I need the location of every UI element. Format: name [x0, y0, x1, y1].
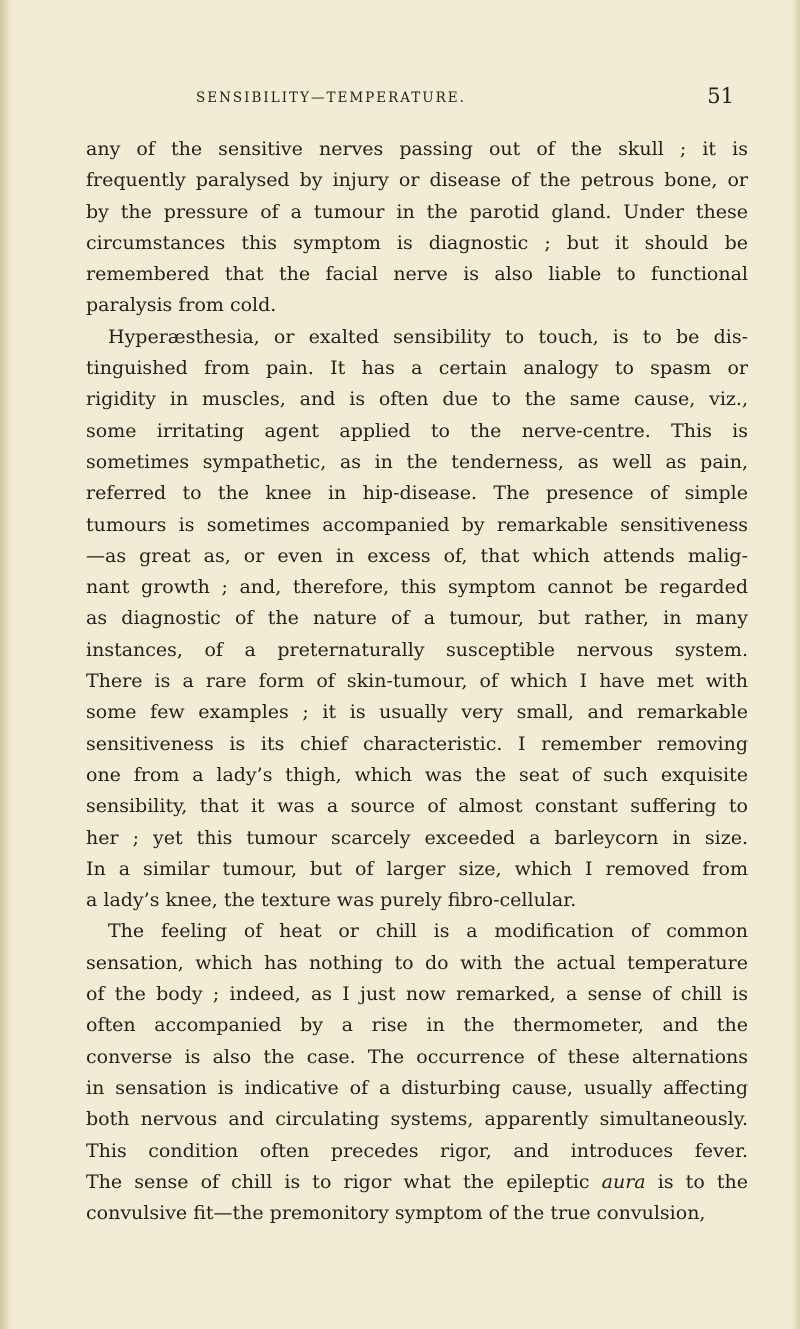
- text-line: one from a lady’s thigh, which was the seat of such exquisite: [86, 763, 748, 786]
- italic-term: aura: [601, 1170, 646, 1193]
- text-line: [86, 1167, 748, 1198]
- page-number: 51: [707, 84, 734, 108]
- text-line: —as great as, or even in excess of, that which attends malig-: [86, 544, 748, 567]
- text-line: instances, of a preternaturally susceptible nervous system.: [86, 638, 748, 661]
- text-line: There is a rare form of skin-tumour, of which I have met with: [86, 670, 748, 693]
- body-text: [86, 134, 748, 1229]
- text-line: in sensation is indicative of a disturbing cause, usually affecting: [86, 1076, 748, 1099]
- text-line: In a similar tumour, but of larger size, which I removed from: [86, 857, 748, 880]
- text-line: tumours is sometimes accompanied by remarkable sensitiveness: [86, 513, 748, 536]
- text-line: Hyperæsthesia, or exalted sensibility to touch, is to be dis-: [108, 325, 748, 348]
- text-line: convulsive fit—the premonitory symptom of the true convulsion,: [86, 1202, 706, 1225]
- text-line: converse is also the case. The occurrence of these alternations: [86, 1045, 748, 1068]
- text-segment: The sense of chill is to rigor what the epileptic: [86, 1170, 590, 1193]
- text-line: remembered that the facial nerve is also liable to functional: [86, 263, 748, 286]
- text-line: sensibility, that it was a source of almost constant suffering to: [86, 795, 748, 818]
- text-line: The feeling of heat or chill is a modification of common: [108, 920, 748, 943]
- text-line: paralysis from cold.: [86, 294, 277, 317]
- text-line: sensation, which has nothing to do with the actual temperature: [86, 951, 748, 974]
- text-line: tinguished from pain. It has a certain analogy to spasm or: [86, 357, 748, 380]
- text-line: some irritating agent applied to the nerve-centre. This is: [86, 419, 748, 442]
- text-line: both nervous and circulating systems, apparently simultaneously.: [86, 1108, 748, 1131]
- text-line: any of the sensitive nerves passing out of the skull ; it is: [86, 138, 748, 160]
- text-line: sensitiveness is its chief characteristic. I remember removing: [86, 732, 748, 755]
- text-line: a lady’s knee, the texture was purely fibro-cellular.: [86, 889, 577, 912]
- text-segment: is to the: [657, 1170, 748, 1193]
- running-title: SENSIBILITY—TEMPERATURE.: [196, 90, 466, 106]
- page-edge-right: [792, 0, 800, 1329]
- text-line: her ; yet this tumour scarcely exceeded a barleycorn in size.: [86, 826, 748, 849]
- text-line: often accompanied by a rise in the thermometer, and the: [86, 1014, 748, 1037]
- text-line: some few examples ; it is usually very small, and remarkable: [86, 701, 748, 724]
- text-line: referred to the knee in hip-disease. The presence of simple: [86, 482, 748, 505]
- text-line: frequently paralysed by injury or disease of the petrous bone, or: [86, 169, 748, 192]
- text-line: of the body ; indeed, as I just now remarked, a sense of chill is: [86, 983, 748, 1006]
- text-line: as diagnostic of the nature of a tumour, but rather, in many: [86, 607, 748, 630]
- page-edge-left: [0, 0, 12, 1329]
- text-line: by the pressure of a tumour in the parotid gland. Under these: [86, 200, 748, 223]
- text-line: nant growth ; and, therefore, this symptom cannot be regarded: [86, 576, 748, 599]
- text-line: rigidity in muscles, and is often due to the same cause, viz.,: [86, 388, 748, 411]
- running-head: [86, 82, 748, 122]
- text-line: circumstances this symptom is diagnostic ; but it should be: [86, 231, 748, 254]
- text-line: sometimes sympathetic, as in the tenderness, as well as pain,: [86, 450, 748, 473]
- book-page: [86, 82, 748, 1229]
- text-line: This condition often precedes rigor, and introduces fever.: [86, 1139, 748, 1162]
